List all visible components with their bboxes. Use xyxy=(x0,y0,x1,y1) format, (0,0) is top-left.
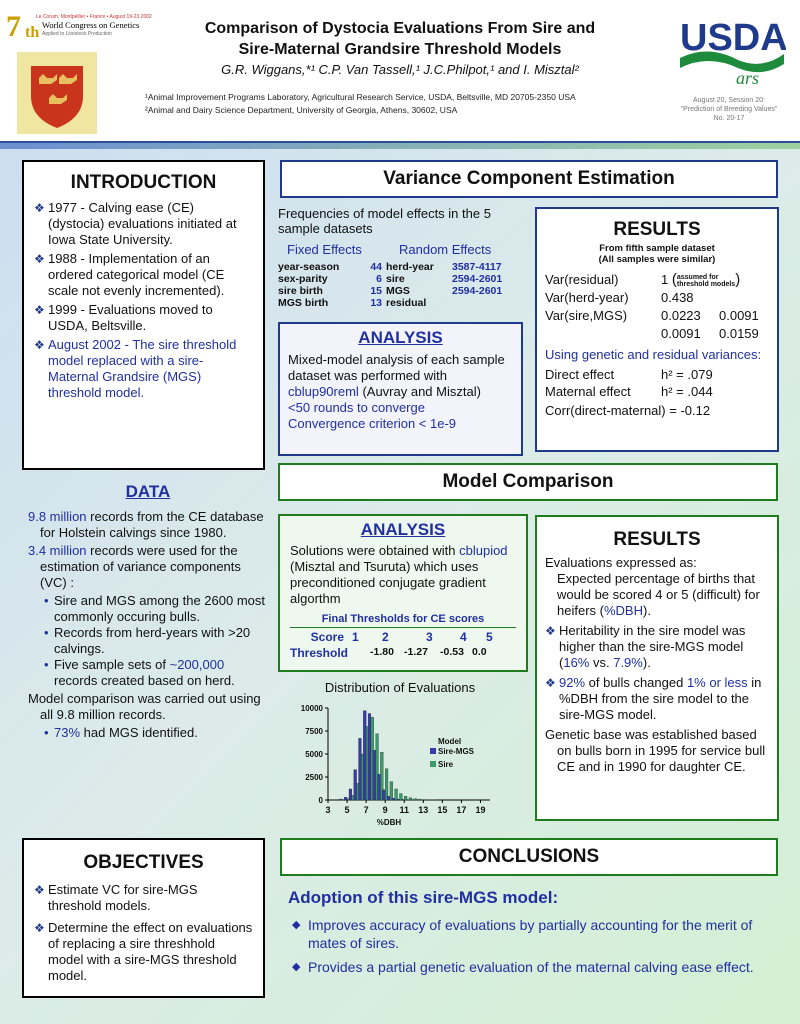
chart-bar xyxy=(382,790,385,800)
congress-name: World Congress on Genetics xyxy=(42,20,140,30)
chart-y-tick-label: 2500 xyxy=(305,773,323,782)
chart-bar xyxy=(339,799,342,800)
distribution-chart-svg xyxy=(280,678,530,830)
using-variances: Using genetic and residual variances: xyxy=(545,347,762,362)
chart-bar xyxy=(399,794,402,800)
diamond-bullet-icon: ❖ xyxy=(34,921,45,935)
mc-analysis-box xyxy=(278,514,528,672)
mc-analysis-text: Solutions were obtained with cblupiod (Misztal and Tsuruta) which uses preconditioned conjugate gradient algorthm xyxy=(290,543,508,606)
objectives-title: OBJECTIVES xyxy=(83,852,204,873)
chart-legend-title: Model xyxy=(438,737,462,746)
chart-x-tick-label: 19 xyxy=(475,805,486,815)
genetic-base: Genetic base was established based on bulls born in 1995 for service bull CE and in 1990 for daughter CE. xyxy=(545,727,766,774)
diamond-bullet-icon: ❖ xyxy=(34,303,45,317)
intro-item-highlight: ❖ August 2002 - The sire threshold model replaced with a sire-Maternal Grandsire (MGS) threshold model. xyxy=(34,337,237,400)
vce-analysis-title: ANALYSIS xyxy=(358,328,443,347)
bullet-dot-icon: • xyxy=(44,625,49,640)
data-para-3: Model comparison was carried out using all 9.8 million records. xyxy=(28,691,261,722)
poster-header xyxy=(0,0,800,143)
frequencies-title: Frequencies of model effects in the 5 sample datasets xyxy=(278,206,491,236)
chart-bar xyxy=(359,738,362,800)
assumed-note: assumed for threshold models xyxy=(676,273,736,288)
vce-rounds: <50 rounds to converge xyxy=(288,400,425,415)
introduction-box xyxy=(22,160,265,470)
chart-y-tick-label: 5000 xyxy=(305,750,323,759)
eval-intro: Evaluations expressed as: xyxy=(545,555,697,570)
chart-legend-label: Sire-MGS xyxy=(438,747,475,756)
chart-bar xyxy=(354,770,357,800)
chart-bar xyxy=(363,711,366,800)
data-title: DATA xyxy=(125,482,171,501)
conclusion-item: ◆ Improves accuracy of evaluations by partially accounting for the merit of mates of sires. xyxy=(292,917,753,951)
chart-y-tick-label: 10000 xyxy=(300,704,323,713)
diamond-bullet-icon: ❖ xyxy=(34,201,45,215)
chart-x-tick-label: 11 xyxy=(399,805,409,815)
chart-bar xyxy=(344,797,347,800)
conclusions-headline: Adoption of this sire-MGS model: xyxy=(288,888,559,907)
vce-criterion: Convergence criterion < 1e-9 xyxy=(288,416,457,431)
maternal-effect: Maternal effect h² = .044 xyxy=(545,384,713,399)
chart-x-tick-label: 7 xyxy=(363,805,369,815)
affiliation-2: ²Animal and Dairy Science Department, University of Georgia, Athens, 30602, USA xyxy=(145,105,458,115)
table-row: 0.0091 0.0159 xyxy=(661,326,759,341)
data-bullet: • Five sample sets of ~200,000 records created based on herd. xyxy=(44,657,235,688)
chart-title: Distribution of Evaluations xyxy=(324,680,476,695)
thresholds-row: Threshold -1.80 -1.27 -0.53 0.0 xyxy=(290,646,487,660)
chart-bar xyxy=(409,798,412,800)
heritability-item: ❖ Heritability in the sire model was higher than the sire-MGS model (16% vs. 7.9%). xyxy=(545,623,746,670)
authors: G.R. Wiggans,*¹ C.P. Van Tassell,¹ J.C.Philpot,¹ and I. Misztal² xyxy=(221,62,579,77)
bulls-changed-item: ❖ 92% of bulls changed 1% or less in %DBH from the sire model to the sire-MGS model. xyxy=(545,675,762,722)
diamond-bullet-icon: ◆ xyxy=(292,919,301,931)
data-bullet: • Records from herd-years with >20 calvings. xyxy=(44,625,251,656)
data-bullet: • 73% had MGS identified. xyxy=(44,725,198,740)
chart-bar xyxy=(404,796,407,800)
chart-bar xyxy=(378,774,381,800)
chart-bar xyxy=(390,782,393,800)
introduction-title: INTRODUCTION xyxy=(70,172,217,193)
effects-table xyxy=(278,261,502,309)
intro-item: ❖ 1988 - Implementation of an ordered categorical model (CE scale not evenly incremented). xyxy=(34,251,225,298)
chart-x-tick-label: 9 xyxy=(382,805,388,815)
chart-x-tick-label: 17 xyxy=(456,805,467,815)
random-effects-label: Random Effects xyxy=(399,242,492,257)
chart-x-tick-label: 13 xyxy=(418,805,429,815)
chart-bar xyxy=(385,769,388,800)
bullet-dot-icon: • xyxy=(44,657,49,672)
chart-bar xyxy=(397,799,400,800)
table-row: Var(herd-year) 0.438 xyxy=(545,290,694,305)
chart-x-tick-label: 5 xyxy=(344,805,350,815)
conclusions-body xyxy=(288,888,783,976)
variance-table xyxy=(545,271,759,343)
vce-analysis-box xyxy=(278,322,523,456)
vce-heading: Variance Component Estimation xyxy=(280,160,778,198)
table-row: Var(residual) 1 (assumed for threshold models) xyxy=(545,271,741,288)
header-divider xyxy=(0,143,800,149)
eval-definition: Expected percentage of births that would be scored 4 or 5 (difficult) for heifers (%DBH). xyxy=(557,571,760,618)
bullet-dot-icon: • xyxy=(44,725,49,740)
chart-x-axis-label: %DBH xyxy=(376,818,402,827)
vce-results-subtitle: From fifth sample dataset (All samples were similar) xyxy=(598,243,716,265)
congress-number: 7 xyxy=(6,10,21,43)
chart-bar xyxy=(401,799,404,800)
usda-logo xyxy=(678,14,786,86)
ars-wordmark: ars xyxy=(736,68,760,86)
conclusion-item: ◆ Provides a partial genetic evaluation of the maternal calving ease effect. xyxy=(292,959,754,975)
frequencies-panel xyxy=(278,206,528,309)
congress-crest-logo xyxy=(17,52,97,134)
chart-bar xyxy=(395,789,398,800)
congress-subtitle: Applied to Livestock Production xyxy=(42,31,112,37)
objectives-box xyxy=(22,838,265,998)
conclusions-heading: CONCLUSIONS xyxy=(280,838,778,876)
chart-bar xyxy=(349,789,352,800)
data-para-2: 3.4 million records were used for the estimation of variance components (VC) : xyxy=(28,543,241,590)
objective-item: ❖ Determine the effect on evaluations of replacing a sire threshhold model with a sire-MGS threshold model. xyxy=(34,920,253,983)
mc-analysis-title: ANALYSIS xyxy=(360,520,446,539)
objective-item: ❖ Estimate VC for sire-MGS threshold models. xyxy=(34,882,198,913)
table-row: year-season 44 herd-year 3587-4117 xyxy=(278,261,502,273)
correlation: Corr(direct-maternal) = -0.12 xyxy=(545,403,711,418)
bullet-dot-icon: • xyxy=(44,593,49,608)
vce-results-box xyxy=(535,207,779,452)
scores-row: Score 1 2 3 4 5 xyxy=(310,630,493,644)
intro-item: ❖ 1977 - Calving ease (CE) (dystocia) evaluations initiated at Iowa State University. xyxy=(34,200,237,247)
chart-y-tick-label: 0 xyxy=(318,796,323,805)
data-section xyxy=(28,482,268,741)
intro-item: ❖ 1999 - Evaluations moved to USDA, Beltsville. xyxy=(34,302,213,333)
distribution-chart xyxy=(280,678,530,830)
table-row: sire birth 15 MGS 2594-2601 xyxy=(278,285,503,297)
congress-ordinal: th xyxy=(25,24,40,41)
poster-title: Comparison of Dystocia Evaluations From Sire and Sire-Maternal Grandsire Threshold Models xyxy=(204,20,596,58)
diamond-bullet-icon: ❖ xyxy=(545,624,556,638)
diamond-bullet-icon: ❖ xyxy=(34,252,45,266)
mc-results-title: RESULTS xyxy=(613,529,701,550)
chart-bar xyxy=(387,796,390,800)
chart-x-tick-label: 15 xyxy=(437,805,448,815)
diamond-bullet-icon: ❖ xyxy=(34,338,45,352)
table-row: sex-parity 6 sire 2594-2601 xyxy=(278,273,503,285)
table-row: MGS birth 13 residual xyxy=(278,297,427,309)
data-bullet: • Sire and MGS among the 2600 most commonly occuring bulls. xyxy=(44,593,266,624)
chart-bar xyxy=(373,750,376,800)
usda-wordmark: USDA xyxy=(680,17,786,59)
data-para-1: 9.8 million records from the CE database for Holstein calvings since 1980. xyxy=(28,509,264,540)
direct-effect: Direct effect h² = .079 xyxy=(545,367,713,382)
chart-bar xyxy=(368,714,371,800)
vce-results-title: RESULTS xyxy=(613,219,701,240)
thresholds-title: Final Thresholds for CE scores xyxy=(290,613,516,628)
session-info: August 20, Session 20: "Prediction of Breeding Values" No. 20-17 xyxy=(680,97,778,122)
model-comparison-heading: Model Comparison xyxy=(278,463,778,501)
chart-legend-label: Sire xyxy=(438,760,454,769)
vce-analysis-text: Mixed-model analysis of each sample dataset was performed with cblup90reml (Auvray and Misztal) xyxy=(288,352,505,399)
mc-results-box xyxy=(535,515,779,821)
chart-x-tick-label: 3 xyxy=(325,805,331,815)
chart-legend-swatch xyxy=(430,761,436,767)
fixed-effects-label: Fixed Effects xyxy=(287,242,362,257)
diamond-bullet-icon: ◆ xyxy=(292,961,301,973)
chart-y-tick-label: 7500 xyxy=(305,727,323,736)
diamond-bullet-icon: ❖ xyxy=(34,883,45,897)
diamond-bullet-icon: ❖ xyxy=(545,676,556,690)
chart-legend-swatch xyxy=(430,748,436,754)
table-row: Var(sire,MGS) 0.0223 0.0091 xyxy=(545,308,759,323)
congress-venue: Le Corum, Montpellier • France • August 19-23 2002 xyxy=(36,14,152,20)
affiliation-1: ¹Animal Improvement Programs Laboratory, Agricultural Research Service, USDA, Beltsville, MD 20705-2350 USA xyxy=(145,92,576,102)
chart-bar xyxy=(392,798,395,800)
